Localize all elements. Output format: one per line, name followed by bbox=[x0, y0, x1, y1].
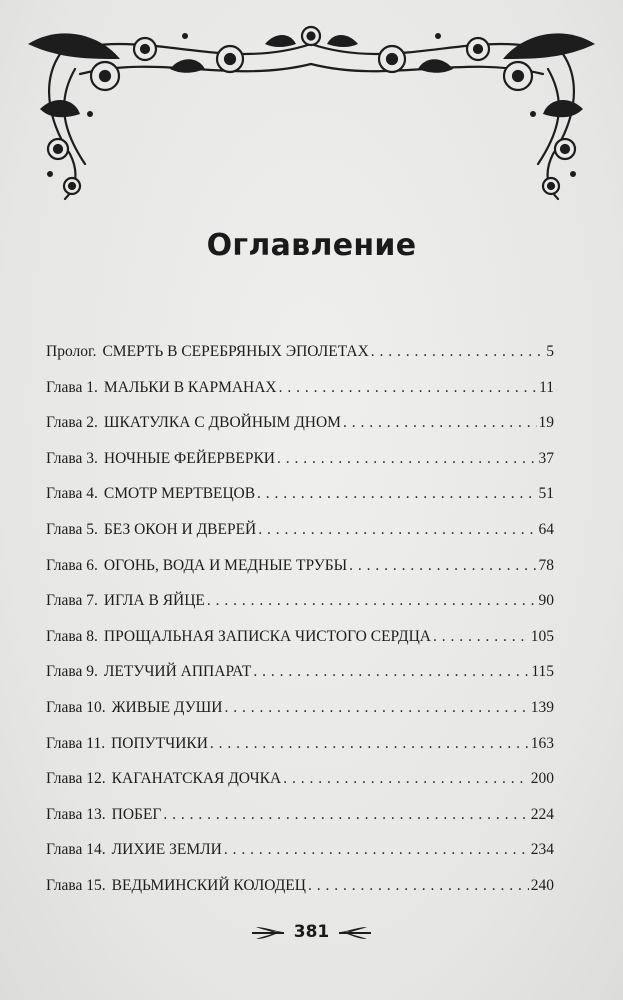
toc-page-number: 115 bbox=[531, 663, 554, 681]
toc-entry[interactable] bbox=[46, 841, 554, 877]
toc-entry-label: Глава 15. ВЕДЬМИНСКИЙ КОЛОДЕЦ bbox=[46, 876, 306, 894]
toc-entry-label: Глава 8. ПРОЩАЛЬНАЯ ЗАПИСКА ЧИСТОГО СЕРДЦА bbox=[46, 627, 431, 645]
dot-leader bbox=[224, 841, 529, 859]
toc-entry[interactable] bbox=[46, 592, 554, 628]
dot-leader bbox=[433, 628, 529, 646]
toc-entry[interactable] bbox=[46, 735, 554, 771]
toc-entry[interactable] bbox=[46, 485, 554, 521]
dot-leader bbox=[207, 592, 537, 610]
toc-page-number: 105 bbox=[530, 627, 554, 645]
toc-entry[interactable] bbox=[46, 770, 554, 806]
toc-entry-label: Глава 14. ЛИХИЕ ЗЕМЛИ bbox=[46, 841, 222, 859]
dot-leader bbox=[343, 414, 537, 432]
dot-leader bbox=[253, 663, 529, 681]
dot-leader bbox=[257, 485, 536, 503]
toc-page-number: 51 bbox=[538, 485, 554, 503]
toc-page-number: 37 bbox=[538, 449, 554, 467]
toc-page-number: 139 bbox=[530, 698, 554, 716]
toc-page-number: 240 bbox=[530, 876, 554, 894]
toc-page-number: 200 bbox=[530, 770, 554, 788]
page-number: 381 bbox=[293, 922, 330, 942]
table-of-contents bbox=[46, 343, 554, 913]
toc-entry-label: Глава 10. ЖИВЫЕ ДУШИ bbox=[46, 698, 223, 716]
toc-entry[interactable] bbox=[46, 379, 554, 415]
dot-leader bbox=[371, 343, 544, 361]
page-footer bbox=[0, 922, 623, 942]
toc-entry-label: Глава 4. СМОТР МЕРТВЕЦОВ bbox=[46, 485, 256, 503]
toc-entry[interactable] bbox=[46, 343, 554, 379]
contents-heading: Оглавление bbox=[206, 228, 417, 263]
toc-entry-label: Глава 3. НОЧНЫЕ ФЕЙЕРВЕРКИ bbox=[46, 449, 275, 467]
toc-page-number: 224 bbox=[530, 805, 554, 823]
toc-entry-label: Глава 1. МАЛЬКИ В КАРМАНАХ bbox=[46, 378, 277, 396]
toc-page-number: 11 bbox=[539, 378, 554, 396]
toc-entry[interactable] bbox=[46, 450, 554, 486]
toc-entry[interactable] bbox=[46, 628, 554, 664]
toc-entry-label: Пролог. СМЕРТЬ В СЕРЕБРЯНЫХ ЭПОЛЕТАХ bbox=[46, 343, 369, 360]
toc-entry[interactable] bbox=[46, 663, 554, 699]
toc-entry-label: Глава 6. ОГОНЬ, ВОДА И МЕДНЫЕ ТРУБЫ bbox=[46, 556, 348, 574]
toc-entry-label: Глава 7. ИГЛА В ЯЙЦЕ bbox=[46, 592, 205, 610]
toc-page-number: 163 bbox=[530, 734, 554, 752]
toc-entry[interactable] bbox=[46, 877, 554, 913]
toc-entry-label: Глава 2. ШКАТУЛКА С ДВОЙНЫМ ДНОМ bbox=[46, 414, 341, 432]
toc-entry-label: Глава 13. ПОБЕГ bbox=[46, 805, 162, 823]
toc-entry[interactable] bbox=[46, 557, 554, 593]
dot-leader bbox=[210, 735, 529, 753]
toc-entry-label: Глава 5. БЕЗ ОКОН И ДВЕРЕЙ bbox=[46, 520, 257, 538]
toc-page-number: 234 bbox=[530, 841, 554, 859]
toc-page-number: 78 bbox=[538, 556, 554, 574]
toc-entry-label: Глава 12. КАГАНАТСКАЯ ДОЧКА bbox=[46, 770, 282, 788]
dot-leader bbox=[163, 806, 528, 824]
dot-leader bbox=[349, 557, 536, 575]
dot-leader bbox=[308, 877, 529, 895]
toc-entry[interactable] bbox=[46, 521, 554, 557]
toc-entry[interactable] bbox=[46, 414, 554, 450]
dot-leader bbox=[283, 770, 529, 788]
toc-page-number: 64 bbox=[538, 520, 554, 538]
toc-entry-label: Глава 11. ПОПУТЧИКИ bbox=[46, 734, 208, 752]
dot-leader bbox=[277, 450, 537, 468]
dot-leader bbox=[225, 699, 529, 717]
floral-ornament bbox=[20, 14, 603, 204]
toc-entry-label: Глава 9. ЛЕТУЧИЙ АППАРАТ bbox=[46, 663, 252, 681]
right-flourish-icon bbox=[337, 925, 373, 939]
left-flourish-icon bbox=[250, 925, 286, 939]
dot-leader bbox=[279, 379, 537, 397]
toc-entry[interactable] bbox=[46, 806, 554, 842]
toc-page-number: 90 bbox=[538, 592, 554, 610]
toc-page-number: 5 bbox=[546, 343, 554, 360]
toc-entry[interactable] bbox=[46, 699, 554, 735]
toc-page-number: 19 bbox=[538, 414, 554, 432]
dot-leader bbox=[258, 521, 536, 539]
